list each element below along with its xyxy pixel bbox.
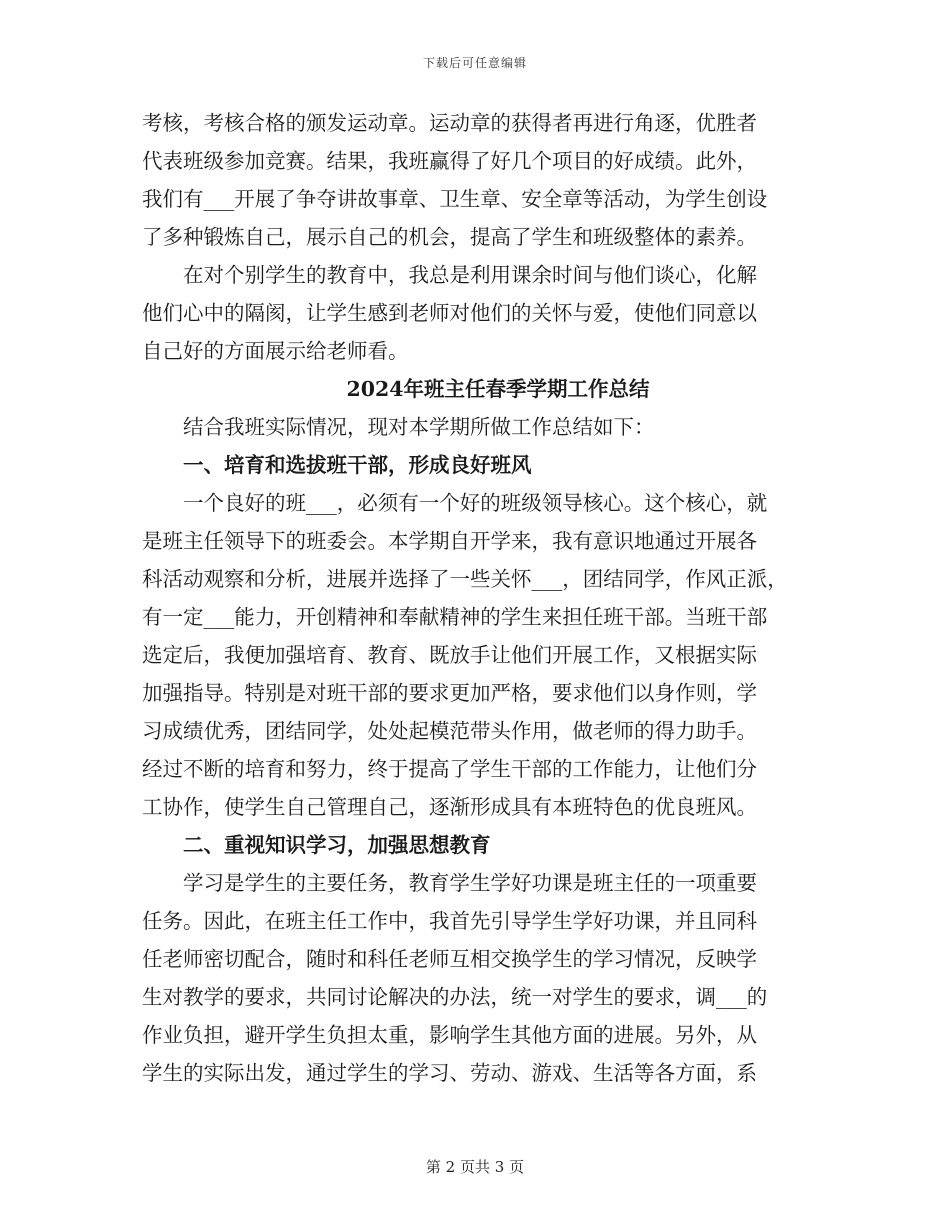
body-line: 考核，考核合格的颁发运动章。运动章的获得者再进行角逐，优胜者: [142, 111, 757, 135]
body-line: 了多种锻炼自己，展示自己的机会，提高了学生和班级整体的素养。: [142, 225, 757, 249]
body-line: 科活动观察和分析，进展并选择了一些关怀___，团结同学，作风正派，: [142, 567, 788, 591]
document-body: [142, 104, 818, 1092]
section-heading: 二、重视知识学习，加强思想教育: [183, 833, 491, 857]
body-line: 经过不断的培育和努力，终于提高了学生干部的工作能力，让他们分: [142, 757, 757, 781]
body-line: 选定后，我便加强培育、教育、既放手让他们开展工作，又根据实际: [142, 643, 757, 667]
body-line: 习成绩优秀，团结同学，处处起模范带头作用，做老师的得力助手。: [142, 719, 757, 743]
body-line: 他们心中的隔阂，让学生感到老师对他们的关怀与爱，使他们同意以: [142, 301, 757, 325]
body-line: 我们有___开展了争夺讲故事章、卫生章、安全章等活动，为学生创设: [142, 187, 768, 211]
page-footer: 第 2 页共 3 页: [425, 1158, 525, 1176]
body-line: 是班主任领导下的班委会。本学期自开学来，我有意识地通过开展各: [142, 529, 757, 553]
page-header: 下载后可任意编辑: [422, 56, 527, 70]
body-line: 有一定___能力，开创精神和奉献精神的学生来担任班干部。当班干部: [142, 605, 768, 629]
body-line: 加强指导。特别是对班干部的要求更加严格，要求他们以身作则，学: [142, 681, 757, 705]
body-line: 生对教学的要求，共同讨论解决的办法，统一对学生的要求，调___的: [142, 985, 768, 1009]
section-heading: 一、培育和选拔班干部，形成良好班风: [183, 453, 532, 477]
section-title: 2024年班主任春季学期工作总结: [346, 377, 650, 401]
body-line: 任老师密切配合，随时和科任老师互相交换学生的学习情况，反映学: [142, 947, 757, 971]
paragraph-start-line: 结合我班实际情况，现对本学期所做工作总结如下：: [183, 415, 655, 439]
paragraph-start-line: 学习是学生的主要任务，教育学生学好功课是班主任的一项重要: [183, 871, 757, 895]
body-line: 工协作，使学生自己管理自己，逐渐形成具有本班特色的优良班风。: [142, 795, 757, 819]
body-line: 自己好的方面展示给老师看。: [142, 339, 409, 363]
paragraph-start-line: 一个良好的班___，必须有一个好的班级领导核心。这个核心，就: [183, 491, 768, 515]
paragraph-start-line: 在对个别学生的教育中，我总是利用课余时间与他们谈心，化解: [183, 263, 757, 287]
body-line: 作业负担，避开学生负担太重，影响学生其他方面的进展。另外，从: [142, 1023, 757, 1047]
body-line: 任务。因此，在班主任工作中，我首先引导学生学好功课，并且同科: [142, 909, 757, 933]
body-line: 学生的实际出发，通过学生的学习、劳动、游戏、生活等各方面，系: [142, 1061, 757, 1085]
body-line: 代表班级参加竞赛。结果，我班赢得了好几个项目的好成绩。此外，: [142, 149, 757, 173]
